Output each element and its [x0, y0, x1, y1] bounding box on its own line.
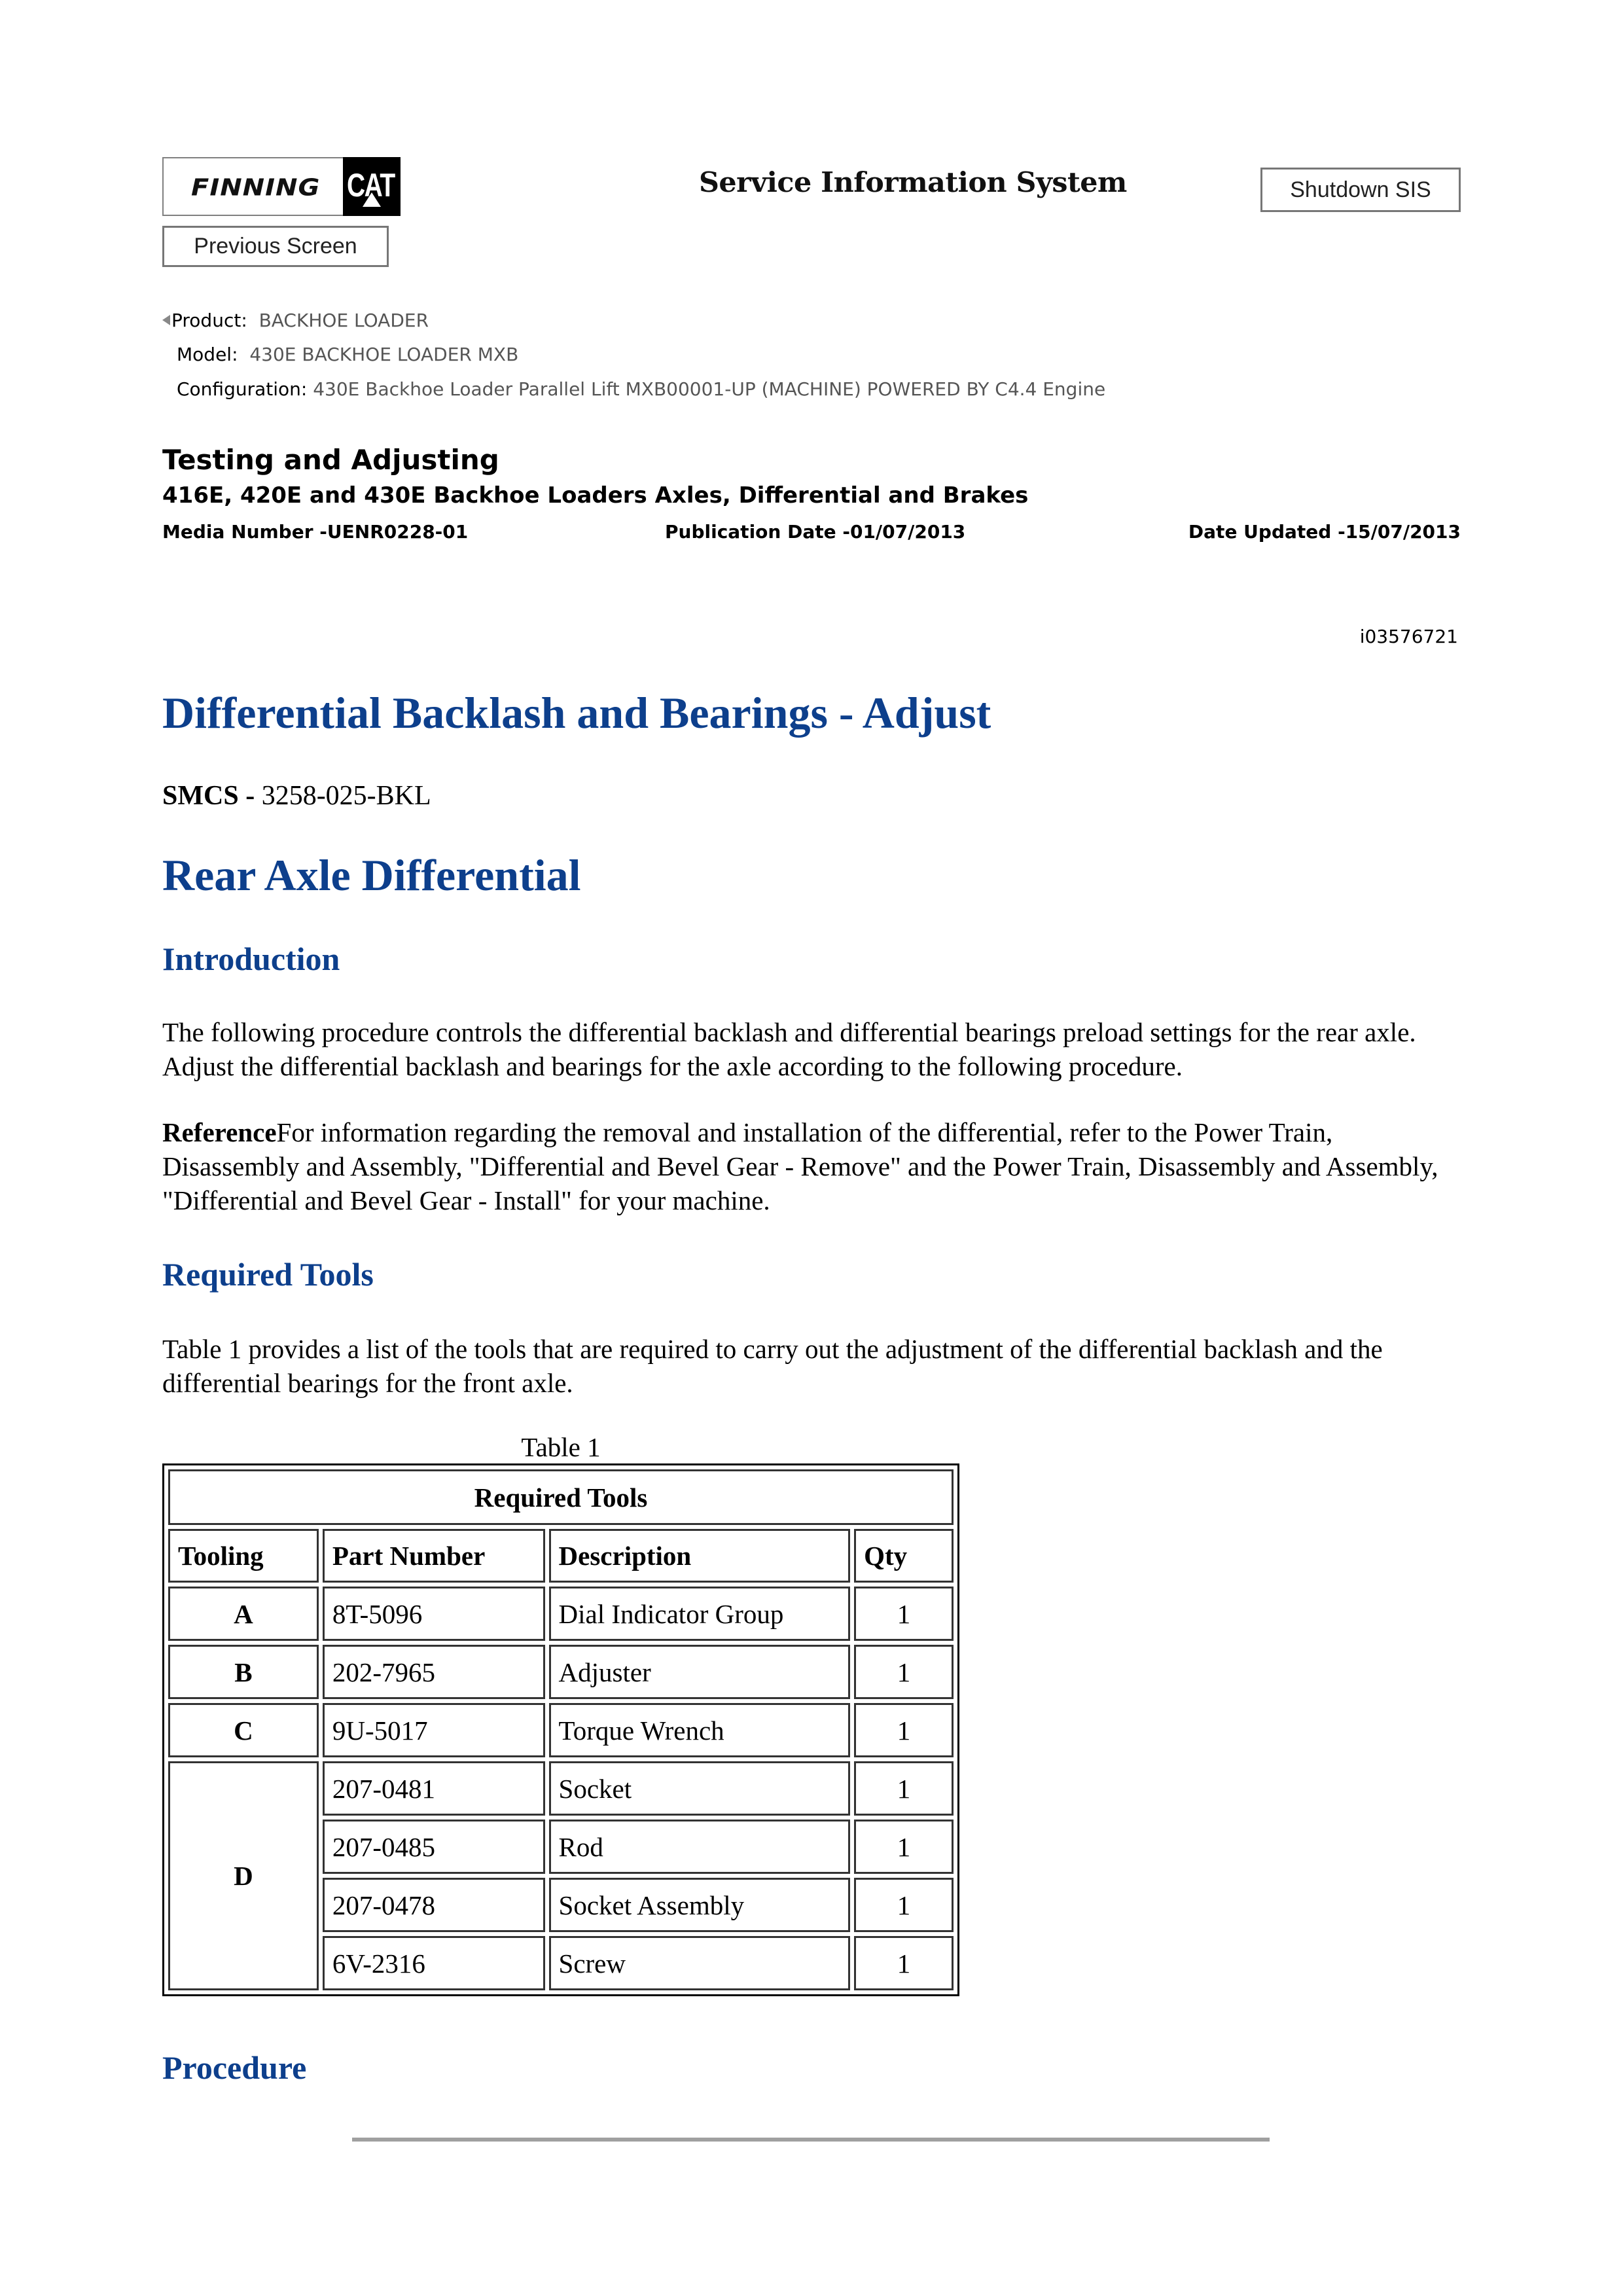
document-type: Testing and Adjusting [162, 444, 499, 476]
column-header-part-number: Part Number [323, 1529, 545, 1583]
media-number: Media Number -UENR0228-01 [162, 521, 469, 543]
date-updated: Date Updated -15/07/2013 [1188, 521, 1461, 543]
table-header-row [168, 1529, 954, 1583]
cell-part-number: 207-0485 [323, 1820, 545, 1874]
required-tools-heading: Required Tools [162, 1256, 374, 1293]
page-divider [352, 2138, 1270, 2142]
previous-screen-button[interactable]: Previous Screen [162, 226, 389, 267]
product-value: BACKHOE LOADER [259, 310, 429, 331]
cell-part-number: 207-0478 [323, 1878, 545, 1932]
reference-label: Reference [162, 1117, 277, 1147]
back-arrow-icon[interactable] [162, 315, 170, 325]
cell-qty: 1 [854, 1645, 954, 1699]
procedure-heading: Procedure [162, 2049, 307, 2086]
cell-tooling: A [168, 1587, 319, 1641]
cell-qty: 1 [854, 1820, 954, 1874]
column-header-qty: Qty [854, 1529, 954, 1583]
cat-triangle-icon [363, 192, 381, 207]
cell-qty: 1 [854, 1761, 954, 1816]
smcs-value: 3258-025-BKL [261, 781, 431, 811]
cell-part-number: 8T-5096 [323, 1587, 545, 1641]
cell-tooling: C [168, 1703, 319, 1757]
meta-model [177, 344, 518, 365]
cell-part-number: 207-0481 [323, 1761, 545, 1816]
meta-configuration [177, 379, 1105, 400]
cell-description: Socket Assembly [549, 1878, 851, 1932]
smcs-label: SMCS - [162, 781, 262, 811]
table-caption: Table 1 [521, 1432, 601, 1462]
product-label: Product: [171, 310, 247, 331]
cell-description: Torque Wrench [549, 1703, 851, 1757]
model-value: 430E BACKHOE LOADER MXB [249, 344, 519, 365]
column-header-tooling: Tooling [168, 1529, 319, 1583]
document-subtitle: 416E, 420E and 430E Backhoe Loaders Axles, Differential and Brakes [162, 482, 1029, 509]
table-row [168, 1703, 954, 1757]
shutdown-sis-button[interactable]: Shutdown SIS [1260, 168, 1461, 212]
cat-logo-icon [343, 157, 401, 216]
cell-qty: 1 [854, 1703, 954, 1757]
table-row [168, 1761, 954, 1816]
configuration-value: 430E Backhoe Loader Parallel Lift MXB00001-UP (MACHINE) POWERED BY C4.4 Engine [313, 378, 1106, 400]
required-tools-table [162, 1463, 959, 1996]
finning-cat-logo [162, 157, 401, 216]
cell-description: Dial Indicator Group [549, 1587, 851, 1641]
cell-tooling: D [168, 1761, 319, 1990]
reference-text: For information regarding the removal and installation of the differential, refer to the Power Train, Disassembly and Assembly, "Differential and Bevel Gear - Remove" and the Power Train, Disassembly and Assembly, "Differential and Bevel Gear - Install" for your machine. [162, 1117, 1438, 1215]
required-tools-paragraph: Table 1 provides a list of the tools that are required to carry out the adjustment of the differential backlash and the differential bearings for the front axle. [162, 1334, 1383, 1398]
configuration-label: Configuration: [177, 378, 308, 400]
logo-finning-text: FINNING [191, 174, 321, 202]
column-header-description: Description [549, 1529, 851, 1583]
introduction-paragraph: The following procedure controls the differential backlash and differential bearings preload settings for the rear axle. Adjust the differential backlash and bearings for the axle according to the following procedure. [162, 1017, 1416, 1081]
cell-qty: 1 [854, 1936, 954, 1990]
cell-part-number: 9U-5017 [323, 1703, 545, 1757]
page-title: Differential Backlash and Bearings - Adjust [162, 688, 991, 738]
cell-part-number: 6V-2316 [323, 1936, 545, 1990]
model-label: Model: [177, 344, 238, 365]
cell-description: Adjuster [549, 1645, 851, 1699]
cell-description: Rod [549, 1820, 851, 1874]
logo-cat-text: CAT [347, 167, 395, 204]
cell-description: Screw [549, 1936, 851, 1990]
cell-description: Socket [549, 1761, 851, 1816]
table-row [168, 1645, 954, 1699]
section-title: Rear Axle Differential [162, 850, 581, 900]
document-id: i03576721 [1359, 626, 1458, 647]
table-row [168, 1587, 954, 1641]
cell-qty: 1 [854, 1878, 954, 1932]
cell-part-number: 202-7965 [323, 1645, 545, 1699]
app-title: Service Information System [699, 166, 1127, 198]
publication-date: Publication Date -01/07/2013 [665, 521, 966, 543]
reference-paragraph [162, 1115, 1471, 1217]
introduction-heading: Introduction [162, 941, 340, 977]
cell-qty: 1 [854, 1587, 954, 1641]
smcs-code [162, 780, 431, 812]
cell-tooling: B [168, 1645, 319, 1699]
meta-product [162, 310, 429, 331]
table-title: Required Tools [168, 1469, 954, 1525]
